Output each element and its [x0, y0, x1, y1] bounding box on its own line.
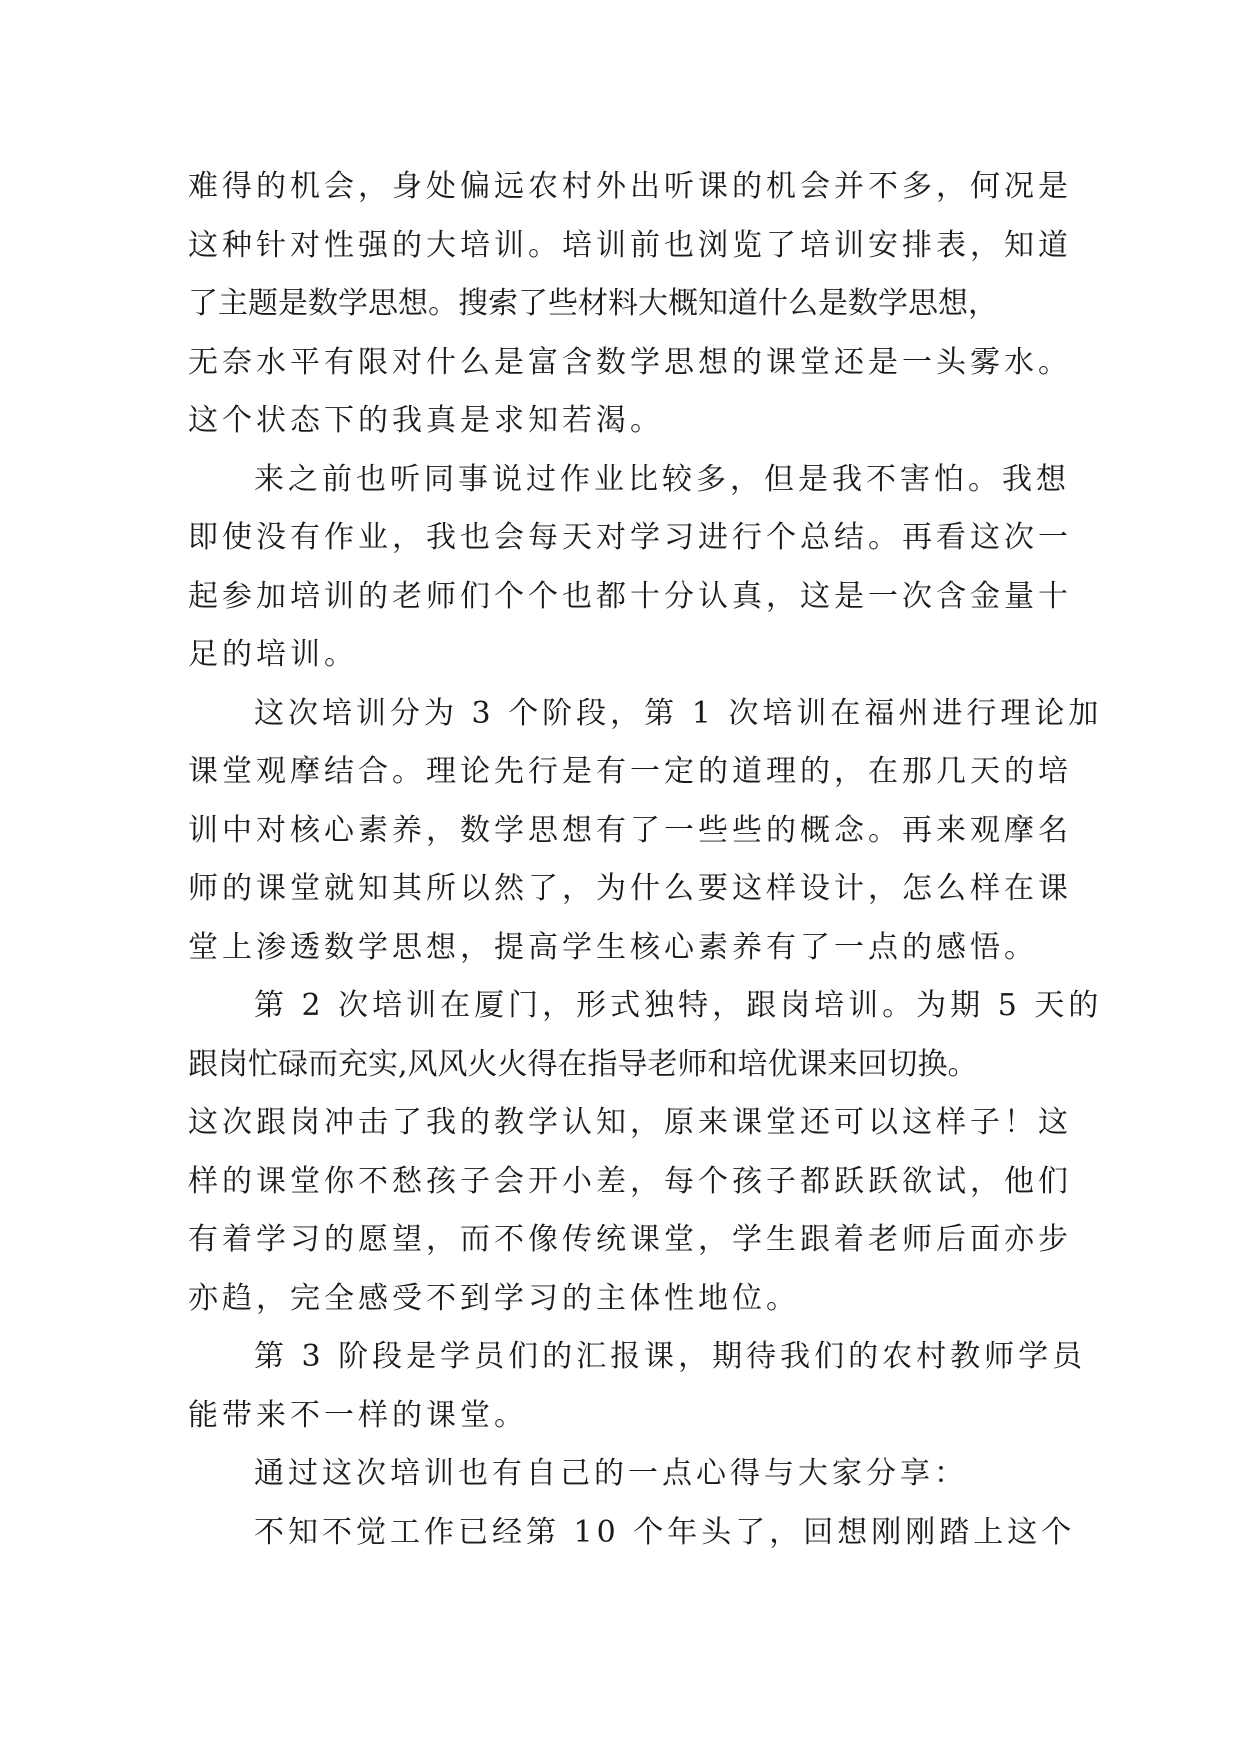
text-line: 第 3 阶段是学员们的汇报课，期待我们的农村教师学员 — [254, 1339, 1087, 1374]
text-line: 起参加培训的老师们个个也都十分认真，这是一次含金量十 — [188, 578, 1072, 614]
text-line: 课堂观摩结合。理论先行是有一定的道理的，在那几天的培 — [188, 754, 1072, 789]
text-line: 即使没有作业，我也会每天对学习进行个总结。再看这次一 — [188, 520, 1072, 555]
text-line: 无奈水平有限对什么是富含数学思想的课堂还是一头雾水。 — [188, 344, 1072, 380]
text-line: 这次跟岗冲击了我的教学认知，原来课堂还可以这样子！这 — [188, 1105, 1072, 1140]
text-line: 堂上渗透数学思想，提高学生核心素养有了一点的感悟。 — [188, 929, 1038, 965]
text-line: 第 2 次培训在厦门，形式独特，跟岗培训。为期 5 天的 — [254, 988, 1103, 1023]
text-line: 这个状态下的我真是求知若渴。 — [188, 403, 664, 438]
text-line: 了主题是数学思想。搜索了些材料大概知道什么是数学思想， — [188, 286, 998, 321]
text-line: 这次培训分为 3 个阶段，第 1 次培训在福州进行理论加 — [254, 695, 1103, 731]
text-line: 师的课堂就知其所以然了，为什么要这样设计，怎么样在课 — [188, 871, 1072, 906]
text-line: 跟岗忙碌而充实,风风火火得在指导老师和培优课来回切换。 — [188, 1046, 978, 1082]
text-line: 能带来不一样的课堂。 — [188, 1397, 528, 1433]
text-line: 通过这次培训也有自己的一点心得与大家分享： — [254, 1456, 968, 1491]
text-line: 亦趋，完全感受不到学习的主体性地位。 — [188, 1280, 800, 1316]
text-line: 有着学习的愿望，而不像传统课堂，学生跟着老师后面亦步 — [188, 1222, 1072, 1257]
text-line: 难得的机会，身处偏远农村外出听课的机会并不多，何况是 — [188, 169, 1072, 204]
text-line: 这种针对性强的大培训。培训前也浏览了培训安排表，知道 — [188, 227, 1072, 263]
body-text — [188, 158, 1103, 1562]
text-line: 来之前也听同事说过作业比较多，但是我不害怕。我想 — [254, 461, 1070, 497]
text-line: 足的培训。 — [188, 637, 358, 672]
text-line: 不知不觉工作已经第 10 个年头了，回想刚刚踏上这个 — [254, 1514, 1076, 1550]
text-line: 样的课堂你不愁孩子会开小差，每个孩子都跃跃欲试，他们 — [188, 1163, 1072, 1199]
text-line: 训中对核心素养，数学思想有了一些些的概念。再来观摩名 — [188, 812, 1072, 848]
